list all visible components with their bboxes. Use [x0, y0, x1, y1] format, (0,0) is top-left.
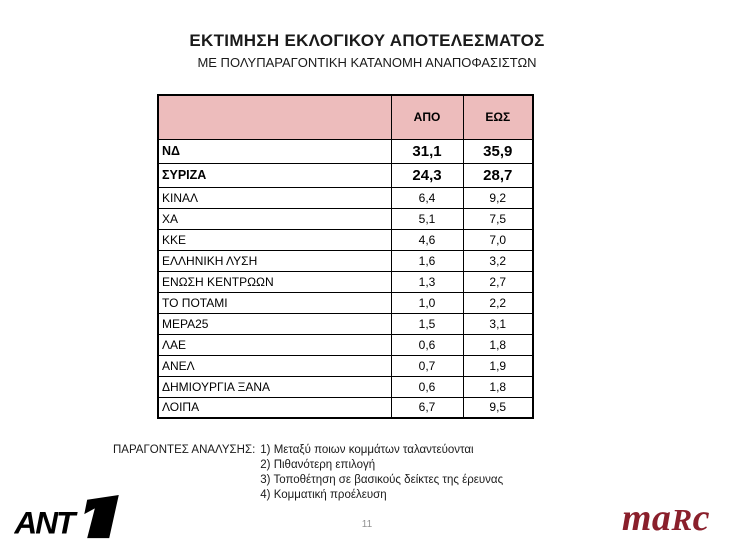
from-value-cell: 1,5	[391, 313, 463, 334]
party-name-cell: ΚΙΝΑΛ	[158, 187, 391, 208]
analysis-factors	[113, 443, 503, 503]
analysis-factor-item: 2) Πιθανότερη επιλογή	[260, 459, 376, 471]
from-value-cell: 1,3	[391, 271, 463, 292]
analysis-factor-item: 4) Κομματική προέλευση	[260, 489, 387, 501]
party-name-cell: ΕΝΩΣΗ ΚΕΝΤΡΩΩΝ	[158, 271, 391, 292]
slide-title: ΕΚΤΙΜΗΣΗ ΕΚΛΟΓΙΚΟΥ ΑΠΟΤΕΛΕΣΜΑΤΟΣ	[189, 31, 545, 50]
to-value-cell: 7,5	[463, 208, 533, 229]
header-party-cell	[158, 95, 391, 139]
marc-logo-ma: ma	[621, 497, 672, 539]
ant1-logo	[14, 494, 122, 540]
table-row	[158, 271, 533, 292]
to-value-cell: 1,8	[463, 334, 533, 355]
analysis-factor-item: 3) Τοποθέτηση σε βασικούς δείκτες της έρευνας	[260, 474, 504, 486]
party-name-cell: ΑΝΕΛ	[158, 355, 391, 376]
slide-subtitle: ΜΕ ΠΟΛΥΠΑΡΑΓΟΝΤΙΚΗ ΚΑΤΑΝΟΜΗ ΑΝΑΠΟΦΑΣΙΣΤΩΝ	[197, 55, 537, 70]
page-number: 11	[361, 519, 373, 530]
party-name-cell: ΚΚΕ	[158, 229, 391, 250]
to-value-cell: 9,5	[463, 397, 533, 418]
table-row	[158, 376, 533, 397]
party-name-cell: ΔΗΜΙΟΥΡΓΙΑ ΞΑΝΑ	[158, 376, 391, 397]
party-name-cell: ΛΑΕ	[158, 334, 391, 355]
to-value-cell: 3,2	[463, 250, 533, 271]
ant1-logo-one-flag	[84, 495, 119, 538]
analysis-factors-list	[260, 443, 503, 503]
from-value-cell: 0,7	[391, 355, 463, 376]
from-value-cell: 0,6	[391, 376, 463, 397]
marc-logo-c: c	[692, 497, 710, 539]
party-name-cell: ΝΔ	[158, 139, 391, 163]
from-value-cell: 6,7	[391, 397, 463, 418]
title-block	[0, 31, 734, 70]
from-value-cell: 1,0	[391, 292, 463, 313]
party-name-cell: ΜΕΡΑ25	[158, 313, 391, 334]
analysis-factors-label: ΠΑΡΑΓΟΝΤΕΣ ΑΝΑΛΥΣΗΣ:	[113, 444, 256, 456]
from-value-cell: 5,1	[391, 208, 463, 229]
to-value-cell: 1,9	[463, 355, 533, 376]
to-value-cell: 35,9	[463, 139, 533, 163]
table-row	[158, 292, 533, 313]
table-row	[158, 355, 533, 376]
poll-results-table	[157, 94, 534, 419]
table-row	[158, 139, 533, 163]
to-value-cell: 7,0	[463, 229, 533, 250]
from-value-cell: 6,4	[391, 187, 463, 208]
from-value-cell: 0,6	[391, 334, 463, 355]
table-row	[158, 313, 533, 334]
table-row	[158, 334, 533, 355]
header-to-cell: ΕΩΣ	[463, 95, 533, 139]
to-value-cell: 2,2	[463, 292, 533, 313]
to-value-cell: 3,1	[463, 313, 533, 334]
from-value-cell: 4,6	[391, 229, 463, 250]
party-name-cell: ΛΟΙΠΑ	[158, 397, 391, 418]
table-header-row	[158, 95, 533, 139]
party-name-cell: ΤΟ ΠΟΤΑΜΙ	[158, 292, 391, 313]
marc-logo-r: R	[671, 502, 693, 537]
from-value-cell: 31,1	[391, 139, 463, 163]
header-from-cell: ΑΠΟ	[391, 95, 463, 139]
from-value-cell: 24,3	[391, 163, 463, 187]
party-name-cell: ΧΑ	[158, 208, 391, 229]
table-row	[158, 229, 533, 250]
analysis-factor-item: 1) Μεταξύ ποιων κομμάτων ταλαντεύονται	[260, 444, 474, 456]
to-value-cell: 1,8	[463, 376, 533, 397]
ant1-logo-text: ANT	[14, 504, 74, 540]
to-value-cell: 28,7	[463, 163, 533, 187]
table-row	[158, 163, 533, 187]
table-row	[158, 397, 533, 418]
from-value-cell: 1,6	[391, 250, 463, 271]
table-row	[158, 208, 533, 229]
to-value-cell: 2,7	[463, 271, 533, 292]
table-row	[158, 250, 533, 271]
to-value-cell: 9,2	[463, 187, 533, 208]
party-name-cell: ΕΛΛΗΝΙΚΗ ΛΥΣΗ	[158, 250, 391, 271]
table-row	[158, 187, 533, 208]
party-name-cell: ΣΥΡΙΖΑ	[158, 163, 391, 187]
